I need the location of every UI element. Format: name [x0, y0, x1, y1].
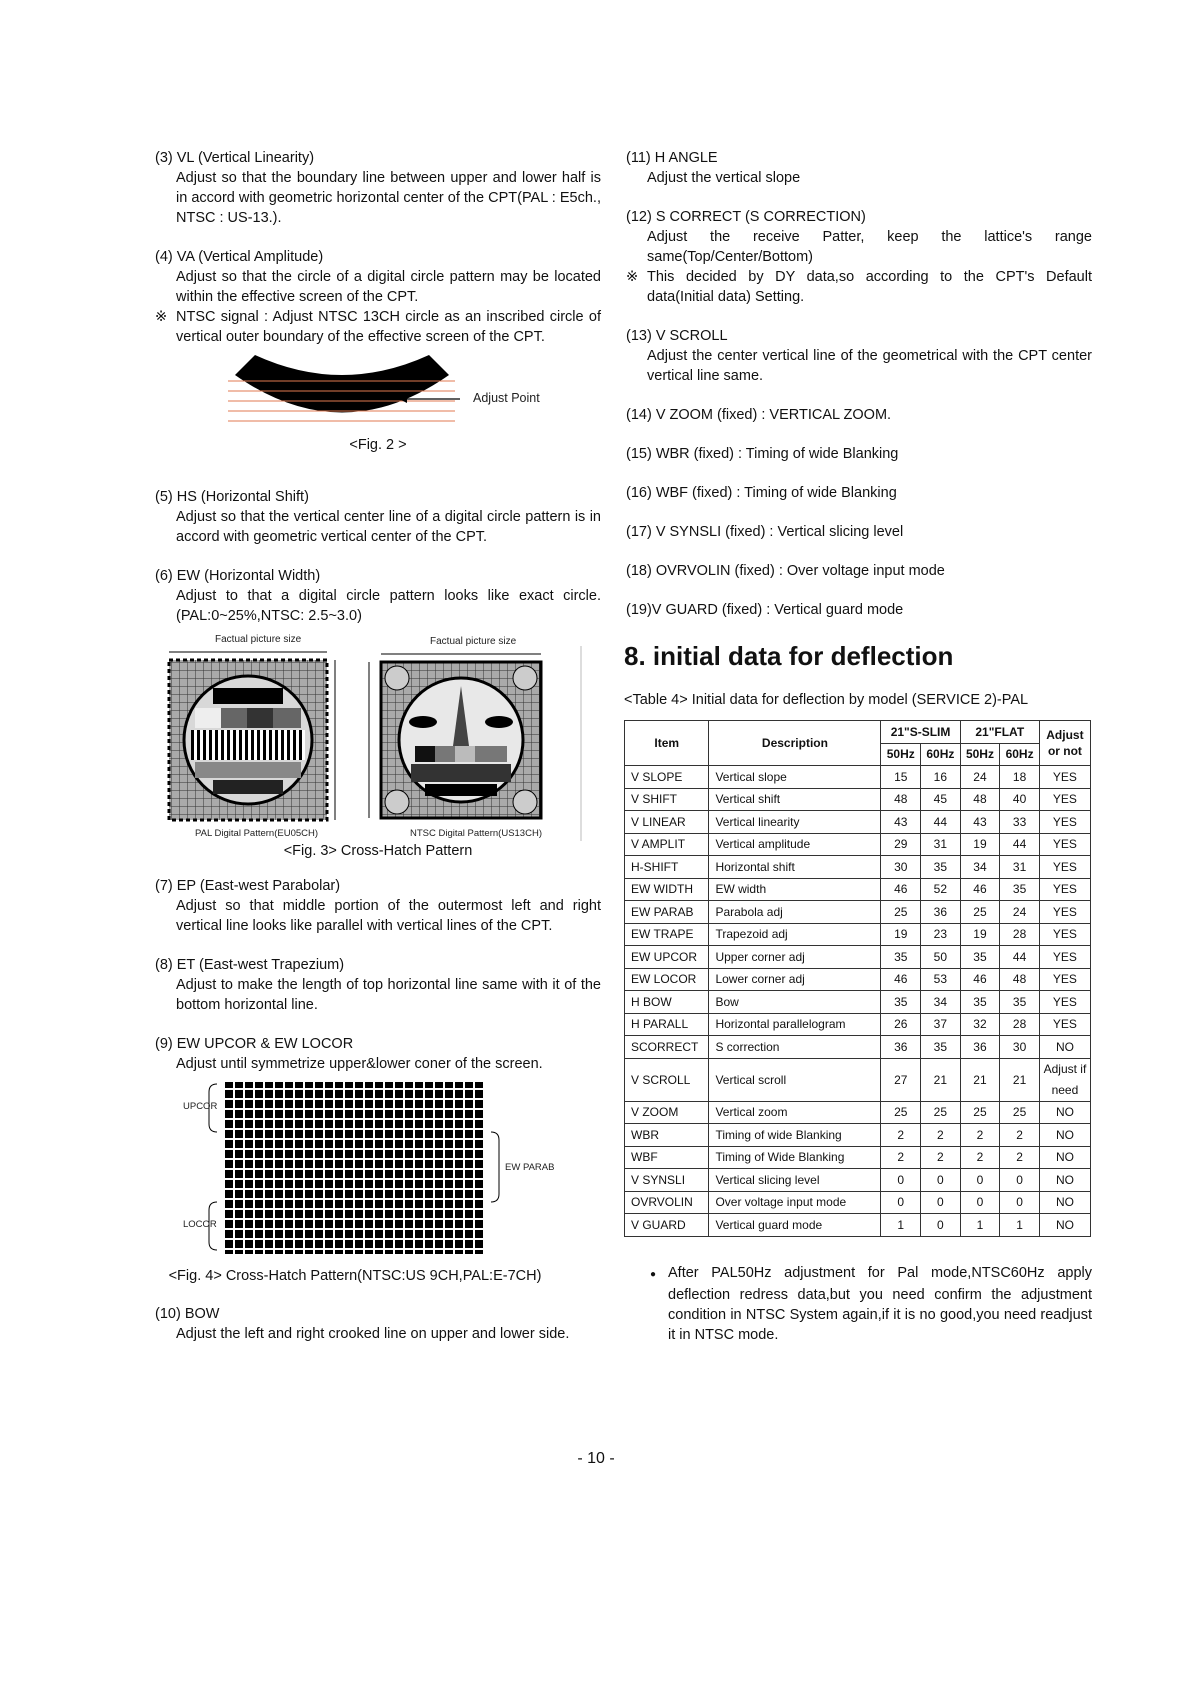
page-number: - 10 - [577, 1450, 615, 1467]
section-ep [155, 876, 601, 936]
row-value-flat-60hz: 21 [1000, 1058, 1040, 1101]
row-value-sslim-60hz: 36 [921, 901, 961, 924]
row-value-flat-60hz: 31 [1000, 856, 1040, 879]
row-value-flat-60hz: 0 [1000, 1191, 1040, 1214]
row-value-sslim-50hz: 19 [881, 923, 921, 946]
figure-caption: <Fig. 3> Cross-Hatch Pattern [283, 843, 473, 859]
row-item: EW TRAPE [625, 923, 709, 946]
adjust-point-label: Adjust Point [473, 391, 540, 405]
row-adjust: YES [1039, 788, 1090, 811]
row-value-sslim-50hz: 2 [881, 1146, 921, 1169]
row-description: S correction [709, 1036, 881, 1059]
table-row [625, 1214, 1091, 1237]
row-value-flat-60hz: 30 [1000, 1036, 1040, 1059]
row-value-flat-50hz: 25 [960, 1101, 1000, 1124]
cross-hatch-patterns [155, 646, 601, 841]
row-value-sslim-50hz: 29 [881, 833, 921, 856]
section-heading: 8. initial data for deflection [624, 641, 954, 671]
row-value-sslim-60hz: 31 [921, 833, 961, 856]
row-adjust: YES [1039, 833, 1090, 856]
row-item: OVRVOLIN [625, 1191, 709, 1214]
section-bow [155, 1304, 601, 1344]
row-value-flat-50hz: 36 [960, 1036, 1000, 1059]
section-title: (9) EW UPCOR & EW LOCOR [155, 1036, 354, 1052]
table-row [625, 1101, 1091, 1124]
section-v-scroll [626, 326, 1092, 386]
row-value-flat-60hz: 44 [1000, 946, 1040, 969]
row-value-flat-50hz: 32 [960, 1013, 1000, 1036]
section-title: (4) VA (Vertical Amplitude) [155, 249, 324, 265]
row-value-flat-60hz: 28 [1000, 1013, 1040, 1036]
row-description: EW width [709, 878, 881, 901]
section-title: (18) OVRVOLIN (fixed) : Over voltage input mode [626, 563, 945, 579]
table-row [625, 1146, 1091, 1169]
row-item: EW PARAB [625, 901, 709, 924]
table-row [625, 766, 1091, 789]
row-description: Vertical amplitude [709, 833, 881, 856]
section-title: (19)V GUARD (fixed) : Vertical guard mode [626, 602, 904, 618]
table-title: <Table 4> Initial data for deflection by model (SERVICE 2)-PAL [624, 692, 1029, 708]
figure-2 [155, 355, 601, 463]
row-value-sslim-50hz: 43 [881, 811, 921, 834]
row-item: V ZOOM [625, 1101, 709, 1124]
table-row [625, 856, 1091, 879]
table-body [625, 766, 1091, 1237]
upcor-label: UPCOR [183, 1101, 218, 1112]
row-item: V SLOPE [625, 766, 709, 789]
row-value-flat-50hz: 48 [960, 788, 1000, 811]
section-title: (6) EW (Horizontal Width) [155, 568, 321, 584]
table-row [625, 878, 1091, 901]
row-description: Vertical zoom [709, 1101, 881, 1124]
section-body: Adjust so that the boundary line between upper and lower half is in accord with geometric horizontal center of the CPT(PAL : E5ch., NTSC : US-13.). [176, 170, 601, 226]
deflection-data-table [624, 720, 1091, 1237]
locor-label: LOCOR [183, 1219, 217, 1230]
section-s-correct [626, 207, 1092, 307]
header-60hz: 60Hz [921, 743, 961, 766]
row-item: V LINEAR [625, 811, 709, 834]
row-value-sslim-60hz: 0 [921, 1169, 961, 1192]
row-value-sslim-60hz: 35 [921, 1036, 961, 1059]
row-value-flat-50hz: 43 [960, 811, 1000, 834]
row-description: Timing of Wide Blanking [709, 1146, 881, 1169]
section-hs [155, 487, 601, 547]
section-title: (15) WBR (fixed) : Timing of wide Blanking [626, 446, 899, 462]
row-description: Vertical slope [709, 766, 881, 789]
section-body: Adjust to that a digital circle pattern looks like exact circle.(PAL:0~25%,NTSC: 2.5~3.0) [176, 588, 601, 624]
row-description: Vertical shift [709, 788, 881, 811]
row-adjust: YES [1039, 946, 1090, 969]
ntsc-pattern-label: NTSC Digital Pattern(US13CH) [410, 828, 542, 839]
row-value-flat-50hz: 19 [960, 923, 1000, 946]
row-value-flat-50hz: 2 [960, 1146, 1000, 1169]
section-body: Adjust so that middle portion of the outermost left and right vertical line looks like parallel with vertical lines of the CPT. [176, 898, 601, 934]
row-adjust: YES [1039, 856, 1090, 879]
section-note [155, 307, 601, 347]
table-header-row [625, 721, 1091, 744]
row-value-flat-50hz: 1 [960, 1214, 1000, 1237]
header-adjust: Adjust or not [1039, 721, 1090, 766]
section-body: Adjust the receive Patter, keep the lattice's range same(Top/Center/Bottom) [647, 229, 1092, 265]
section-title: (13) V SCROLL [626, 328, 728, 344]
row-value-sslim-50hz: 35 [881, 991, 921, 1014]
section-title: (16) WBF (fixed) : Timing of wide Blanking [626, 485, 897, 501]
row-item: H-SHIFT [625, 856, 709, 879]
row-value-sslim-60hz: 53 [921, 968, 961, 991]
row-description: Vertical linearity [709, 811, 881, 834]
table-row [625, 946, 1091, 969]
row-value-flat-50hz: 21 [960, 1058, 1000, 1101]
row-value-flat-60hz: 48 [1000, 968, 1040, 991]
note-text: NTSC signal : Adjust NTSC 13CH circle as an inscribed circle of vertical outer boundary of the effective screen of the CPT. [176, 309, 601, 345]
row-adjust: YES [1039, 878, 1090, 901]
row-adjust: YES [1039, 1013, 1090, 1036]
section-ew-upcor-locor [155, 1034, 601, 1074]
section-title: (7) EP (East-west Parabolar) [155, 878, 341, 894]
row-value-sslim-60hz: 0 [921, 1214, 961, 1237]
row-adjust: YES [1039, 766, 1090, 789]
table-row [625, 811, 1091, 834]
header-60hz: 60Hz [1000, 743, 1040, 766]
factual-size-label-left: Factual picture size [215, 634, 302, 645]
section-v-synsli [626, 522, 1092, 542]
bullet-mark: ● [650, 1268, 657, 1280]
table-row [625, 991, 1091, 1014]
row-item: EW LOCOR [625, 968, 709, 991]
section-wbf [626, 483, 1092, 503]
row-value-flat-60hz: 40 [1000, 788, 1040, 811]
row-item: V SYNSLI [625, 1169, 709, 1192]
row-value-flat-60hz: 2 [1000, 1124, 1040, 1147]
row-adjust: NO [1039, 1146, 1090, 1169]
section-title: (11) H ANGLE [626, 150, 718, 166]
row-value-flat-50hz: 2 [960, 1124, 1000, 1147]
row-adjust: YES [1039, 968, 1090, 991]
table-row [625, 923, 1091, 946]
figure-caption: <Fig. 2 > [349, 437, 407, 453]
table-row [625, 1124, 1091, 1147]
row-adjust: NO [1039, 1169, 1090, 1192]
table-row [625, 788, 1091, 811]
adjustment-note [650, 1263, 1092, 1345]
row-value-flat-50hz: 35 [960, 991, 1000, 1014]
section-wbr [626, 444, 1092, 464]
row-value-sslim-50hz: 1 [881, 1214, 921, 1237]
row-value-flat-60hz: 25 [1000, 1101, 1040, 1124]
pal-pattern-label: PAL Digital Pattern(EU05CH) [195, 828, 319, 839]
row-value-sslim-50hz: 35 [881, 946, 921, 969]
figure-3 [155, 634, 601, 864]
row-adjust: NO [1039, 1124, 1090, 1147]
row-value-sslim-60hz: 52 [921, 878, 961, 901]
table-row [625, 1036, 1091, 1059]
row-adjust: NO [1039, 1101, 1090, 1124]
row-value-sslim-50hz: 15 [881, 766, 921, 789]
row-item: V GUARD [625, 1214, 709, 1237]
section-title: (17) V SYNSLI (fixed) : Vertical slicing level [626, 524, 904, 540]
row-item: V SCROLL [625, 1058, 709, 1101]
row-value-flat-50hz: 24 [960, 766, 1000, 789]
row-value-sslim-50hz: 48 [881, 788, 921, 811]
header-50hz: 50Hz [881, 743, 921, 766]
bullet-text: After PAL50Hz adjustment for Pal mode,NTSC60Hz apply deflection redress data,but you need confirm the adjustment condition in NTSC System again,if it is no good,you need readjust it in NTSC mode. [668, 1264, 1092, 1343]
factual-size-label-right: Factual picture size [430, 636, 517, 647]
row-description: Lower corner adj [709, 968, 881, 991]
left-column [155, 148, 601, 1363]
row-adjust: YES [1039, 923, 1090, 946]
row-value-flat-50hz: 19 [960, 833, 1000, 856]
row-value-flat-60hz: 24 [1000, 901, 1040, 924]
row-value-sslim-60hz: 37 [921, 1013, 961, 1036]
row-description: Over voltage input mode [709, 1191, 881, 1214]
row-value-sslim-60hz: 0 [921, 1191, 961, 1214]
row-value-flat-60hz: 28 [1000, 923, 1040, 946]
row-value-sslim-60hz: 2 [921, 1124, 961, 1147]
row-description: Horizontal parallelogram [709, 1013, 881, 1036]
row-value-flat-60hz: 35 [1000, 878, 1040, 901]
table-row [625, 968, 1091, 991]
row-description: Trapezoid adj [709, 923, 881, 946]
section-body: Adjust so that the circle of a digital circle pattern may be located within the effective screen of the CPT. [176, 269, 601, 305]
row-value-sslim-60hz: 34 [921, 991, 961, 1014]
row-value-flat-50hz: 34 [960, 856, 1000, 879]
section-title: (3) VL (Vertical Linearity) [155, 150, 315, 166]
row-value-sslim-50hz: 46 [881, 968, 921, 991]
row-value-flat-50hz: 35 [960, 946, 1000, 969]
table-row [625, 1169, 1091, 1192]
header-50hz: 50Hz [960, 743, 1000, 766]
row-value-flat-60hz: 0 [1000, 1169, 1040, 1192]
row-adjust: Adjust if need [1039, 1058, 1090, 1101]
section-ovrvolin [626, 561, 1092, 581]
section-body: Adjust the vertical slope [647, 170, 801, 186]
section-body: Adjust to make the length of top horizontal line same with it of the bottom horizontal line. [176, 977, 601, 1013]
row-item: V AMPLIT [625, 833, 709, 856]
row-item: WBF [625, 1146, 709, 1169]
row-value-sslim-60hz: 25 [921, 1101, 961, 1124]
section-title: (10) BOW [155, 1306, 220, 1322]
row-value-flat-50hz: 25 [960, 901, 1000, 924]
row-value-flat-50hz: 46 [960, 968, 1000, 991]
row-value-flat-50hz: 0 [960, 1191, 1000, 1214]
header-description: Description [709, 721, 881, 766]
row-value-flat-60hz: 44 [1000, 833, 1040, 856]
row-value-sslim-60hz: 16 [921, 766, 961, 789]
row-description: Bow [709, 991, 881, 1014]
row-value-sslim-50hz: 2 [881, 1124, 921, 1147]
section-body: Adjust the center vertical line of the geometrical with the CPT center vertical line same. [647, 348, 1092, 384]
section-vl [155, 148, 601, 228]
row-value-sslim-60hz: 2 [921, 1146, 961, 1169]
row-value-flat-60hz: 33 [1000, 811, 1040, 834]
header-item: Item [625, 721, 709, 766]
header-model-flat: 21"FLAT [960, 721, 1039, 744]
figure-4 [155, 1080, 601, 1290]
ewparab-label: EW PARAB [505, 1162, 555, 1173]
row-value-sslim-60hz: 21 [921, 1058, 961, 1101]
row-item: EW UPCOR [625, 946, 709, 969]
figure-caption: <Fig. 4> Cross-Hatch Pattern(NTSC:US 9CH,PAL:E-7CH) [168, 1268, 542, 1284]
reference-mark: ※ [626, 269, 639, 285]
table-row [625, 833, 1091, 856]
section-ew [155, 566, 601, 626]
row-item: EW WIDTH [625, 878, 709, 901]
row-value-sslim-60hz: 44 [921, 811, 961, 834]
row-value-sslim-60hz: 45 [921, 788, 961, 811]
row-adjust: NO [1039, 1191, 1090, 1214]
section-v-guard [626, 600, 1092, 620]
row-item: H PARALL [625, 1013, 709, 1036]
row-description: Upper corner adj [709, 946, 881, 969]
row-value-sslim-60hz: 23 [921, 923, 961, 946]
section-title: (12) S CORRECT (S CORRECTION) [626, 209, 866, 225]
table-row [625, 1058, 1091, 1101]
row-value-sslim-50hz: 30 [881, 856, 921, 879]
header-model-sslim: 21"S-SLIM [881, 721, 960, 744]
row-value-sslim-50hz: 26 [881, 1013, 921, 1036]
row-item: WBR [625, 1124, 709, 1147]
row-value-flat-60hz: 2 [1000, 1146, 1040, 1169]
row-adjust: YES [1039, 991, 1090, 1014]
table-row [625, 901, 1091, 924]
row-value-flat-50hz: 0 [960, 1169, 1000, 1192]
row-value-sslim-50hz: 27 [881, 1058, 921, 1101]
row-value-flat-60hz: 18 [1000, 766, 1040, 789]
row-value-sslim-60hz: 35 [921, 856, 961, 879]
row-adjust: YES [1039, 901, 1090, 924]
row-item: V SHIFT [625, 788, 709, 811]
section-va [155, 247, 601, 347]
section-v-zoom [626, 405, 1092, 425]
section-body: Adjust the left and right crooked line on upper and lower side. [176, 1326, 570, 1342]
section-h-angle [626, 148, 1092, 188]
row-description: Vertical slicing level [709, 1169, 881, 1192]
row-adjust: NO [1039, 1036, 1090, 1059]
row-value-sslim-60hz: 50 [921, 946, 961, 969]
section-body: Adjust until symmetrize upper&lower coner of the screen. [176, 1056, 543, 1072]
row-value-sslim-50hz: 0 [881, 1191, 921, 1214]
section-title: (14) V ZOOM (fixed) : VERTICAL ZOOM. [626, 407, 892, 423]
row-value-flat-60hz: 35 [1000, 991, 1040, 1014]
row-value-flat-50hz: 46 [960, 878, 1000, 901]
row-item: H BOW [625, 991, 709, 1014]
row-description: Parabola adj [709, 901, 881, 924]
row-description: Timing of wide Blanking [709, 1124, 881, 1147]
section-title: (5) HS (Horizontal Shift) [155, 489, 309, 505]
row-description: Horizontal shift [709, 856, 881, 879]
row-value-sslim-50hz: 36 [881, 1036, 921, 1059]
row-item: SCORRECT [625, 1036, 709, 1059]
reference-mark: ※ [155, 309, 168, 325]
row-description: Vertical scroll [709, 1058, 881, 1101]
section-note [626, 267, 1092, 307]
table-row [625, 1191, 1091, 1214]
row-value-flat-60hz: 1 [1000, 1214, 1040, 1237]
row-adjust: NO [1039, 1214, 1090, 1237]
row-adjust: YES [1039, 811, 1090, 834]
row-value-sslim-50hz: 25 [881, 901, 921, 924]
row-description: Vertical guard mode [709, 1214, 881, 1237]
note-text: This decided by DY data,so according to the CPT's Default data(Initial data) Setting. [647, 269, 1092, 305]
section-title: (8) ET (East-west Trapezium) [155, 957, 345, 973]
row-value-sslim-50hz: 25 [881, 1101, 921, 1124]
right-column [626, 148, 1092, 1345]
row-value-sslim-50hz: 46 [881, 878, 921, 901]
table-row [625, 1013, 1091, 1036]
section-body: Adjust so that the vertical center line of a digital circle pattern is in accord with geometric vertical center of the CPT. [176, 509, 601, 545]
row-value-sslim-50hz: 0 [881, 1169, 921, 1192]
section-et [155, 955, 601, 1015]
